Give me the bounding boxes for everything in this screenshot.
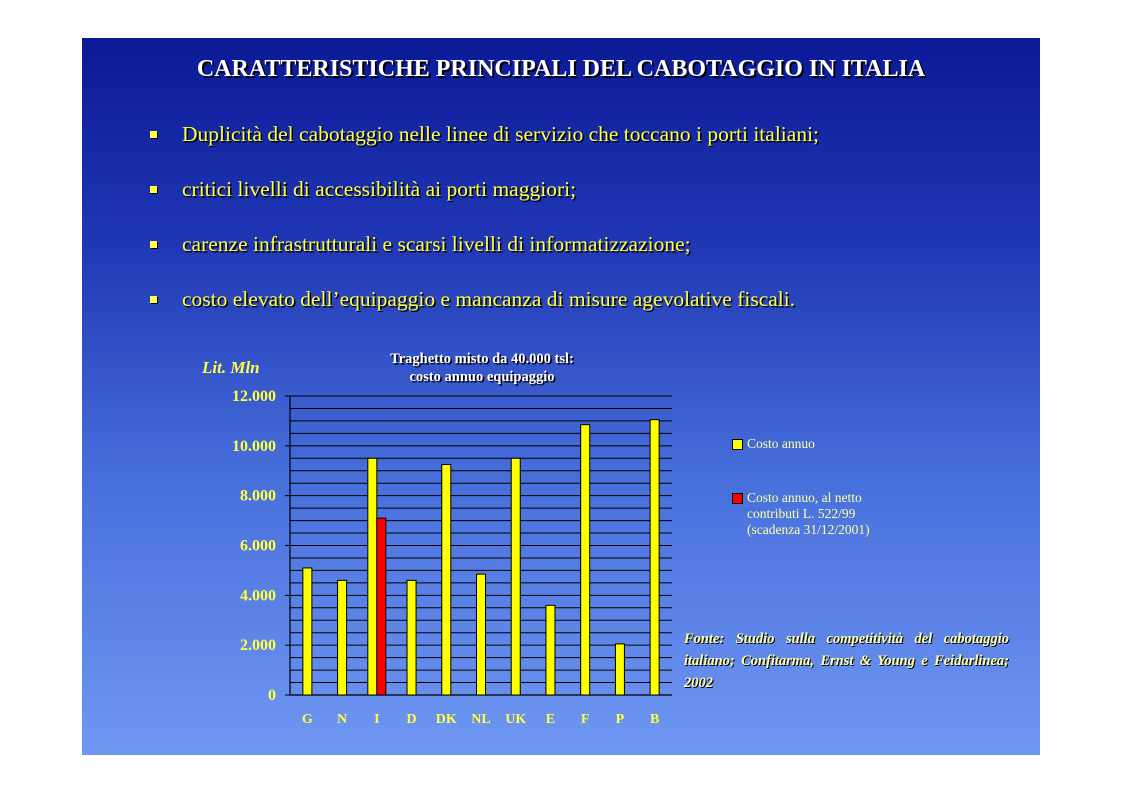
bar-uk xyxy=(511,458,520,695)
y-tick-label: 8.000 xyxy=(240,487,276,505)
x-tick-label: P xyxy=(615,712,625,727)
bar-n xyxy=(338,580,347,695)
source-note: Fonte: Studio sulla competitività del cabotaggio italiano; Confitarma, Ernst & Young e Feidarlinea; 2002 xyxy=(684,631,1009,691)
bullet-item: critici livelli di accessibilità ai porti maggiori; xyxy=(150,177,819,232)
bar-i xyxy=(377,518,386,695)
legend xyxy=(732,436,870,576)
chart-title-line: Traghetto misto da 40.000 tsl: xyxy=(390,351,574,367)
bar-p xyxy=(615,644,624,695)
y-tick-label: 4.000 xyxy=(240,587,276,605)
y-axis-label: Lit. Mln xyxy=(202,358,260,377)
x-tick-label: N xyxy=(337,712,348,727)
bar-g xyxy=(303,568,312,695)
bullet-item: costo elevato dell’equipaggio e mancanza di misure agevolative fiscali. xyxy=(150,287,819,342)
legend-item-costo-annuo: Costo annuo xyxy=(732,436,870,452)
bar-f xyxy=(581,425,590,695)
x-tick-label: F xyxy=(580,712,590,727)
slide-title: CARATTERISTICHE PRINCIPALI DEL CABOTAGGIO IN ITALIA xyxy=(196,56,926,82)
y-tick-label: 0 xyxy=(268,687,276,704)
y-tick-label: 2.000 xyxy=(240,637,276,655)
bullet-item: carenze infrastrutturali e scarsi livelli di informatizzazione; xyxy=(150,232,819,287)
x-tick-label: UK xyxy=(505,712,527,727)
x-tick-label: B xyxy=(649,712,660,727)
bar-b xyxy=(650,420,659,695)
slide xyxy=(82,38,1040,755)
x-tick-label: E xyxy=(545,712,556,727)
legend-swatch-yellow xyxy=(732,439,743,450)
chart-title-line: costo annuo equipaggio xyxy=(409,369,555,385)
y-tick-label: 6.000 xyxy=(240,537,276,555)
x-tick-label: G xyxy=(301,712,313,727)
bullet-item: Duplicità del cabotaggio nelle linee di servizio che toccano i porti italiani; xyxy=(150,122,819,177)
legend-swatch-red xyxy=(732,493,743,504)
bar-e xyxy=(546,605,555,695)
x-tick-label: DK xyxy=(435,712,457,727)
bar-dk xyxy=(442,465,451,695)
bar-i xyxy=(368,458,377,695)
legend-item-costo-netto: Costo annuo, al netto contributi L. 522/99 (scadenza 31/12/2001) xyxy=(732,490,870,538)
y-tick-label: 12.000 xyxy=(232,388,276,405)
x-tick-label: D xyxy=(406,712,417,727)
x-tick-label: I xyxy=(374,712,380,727)
y-tick-label: 10.000 xyxy=(232,437,276,455)
bar-d xyxy=(407,580,416,695)
x-tick-label: NL xyxy=(471,712,491,727)
bar-nl xyxy=(477,574,486,695)
